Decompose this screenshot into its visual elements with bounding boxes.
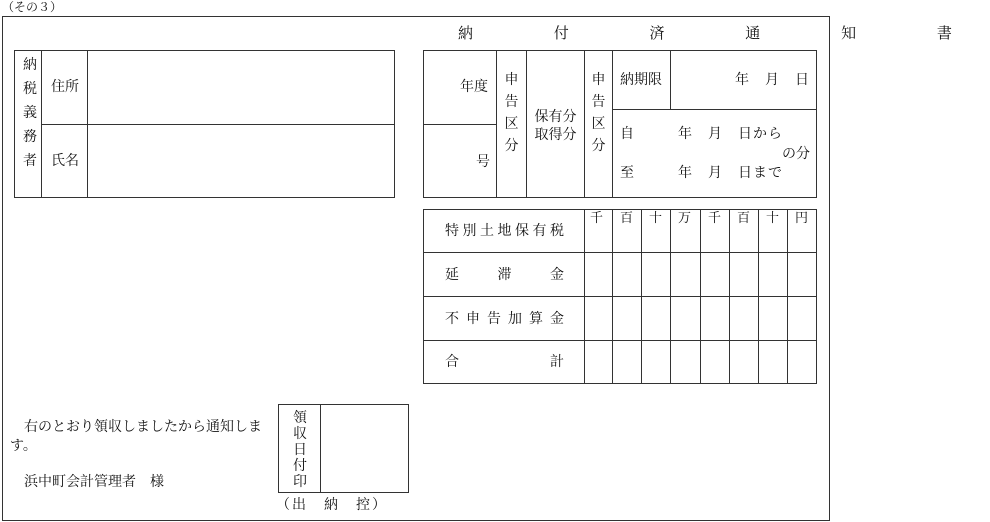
addressee: 浜中町会計管理者 様 — [24, 474, 164, 490]
notice-text-line2: す。 — [10, 438, 37, 454]
period-to-date: 年 月 日まで — [678, 165, 783, 181]
filing-class-label-2: 申 告 区 分 — [591, 72, 606, 154]
name-label: 氏名 — [51, 153, 79, 169]
digit-header: 百 — [620, 211, 634, 226]
stub-label: （出 納 控） — [276, 497, 388, 513]
deadline-label: 納期限 — [620, 72, 662, 88]
digit-header: 千 — [590, 211, 604, 226]
name-field[interactable] — [88, 125, 394, 197]
row-label-late-charge: 延 滞 金 — [445, 267, 564, 283]
digit-header: 万 — [678, 211, 692, 226]
address-label: 住所 — [51, 79, 79, 95]
digit-header: 十 — [649, 211, 663, 226]
number-label: 号 — [476, 154, 490, 170]
receipt-date-stamp-label: 領 収 日 付 印 — [293, 410, 307, 490]
period-from-date: 年 月 日から — [678, 126, 783, 142]
notice-text-line1: 右のとおり領収しましたから通知しま — [24, 419, 262, 435]
document-title: 納 付 済 通 知 書 — [458, 24, 990, 42]
digit-header: 千 — [708, 211, 722, 226]
taxpayer-vertical-label: 納 税 義 務 者 — [23, 57, 37, 169]
holding-type-label: 保有分 取得分 — [534, 109, 577, 143]
row-label-special-land-tax: 特別土地保有税 — [445, 223, 564, 239]
row-label-non-filing-penalty: 不申告加算金 — [445, 311, 564, 327]
page-label: （その３） — [2, 0, 63, 14]
year-label: 年度 — [460, 79, 488, 95]
period-suffix: の分 — [782, 146, 810, 162]
deadline-date: 年 月 日 — [735, 72, 810, 88]
digit-header: 百 — [737, 211, 751, 226]
period-from-label: 自 — [620, 126, 634, 142]
period-to-label: 至 — [620, 165, 634, 181]
stamp-area[interactable] — [321, 405, 408, 492]
digit-header: 十 — [766, 211, 780, 226]
filing-class-label-1: 申 告 区 分 — [504, 72, 519, 154]
row-label-total: 合 計 — [445, 354, 564, 370]
digit-header: 円 — [795, 211, 809, 226]
address-field[interactable] — [88, 51, 394, 124]
